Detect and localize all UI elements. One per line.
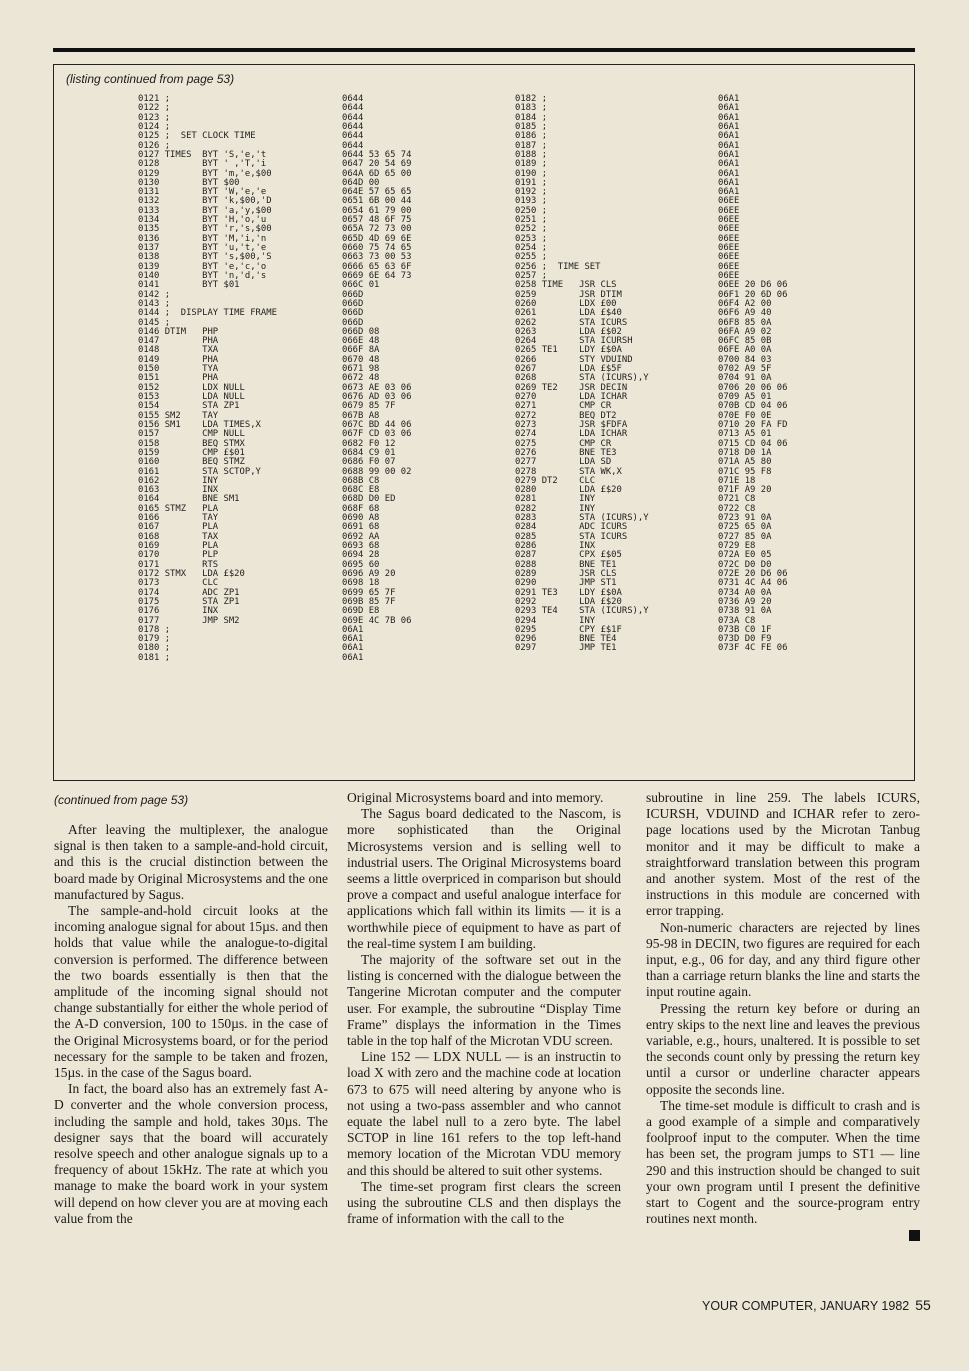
end-of-article-mark [909,1230,920,1241]
paragraph: subroutine in line 259. The labels ICURS, ICURSH, VDUIND and ICHAR refer to zero-page locations used by the Microtan Tanbug monitor and it may be difficult to make a straightforward translation between this program and another system. Most of the rest of the instructions in this module are concerned with error trapping. [646,790,920,919]
article-continued-label: (continued from page 53) [54,793,189,807]
paragraph: The sample-and-hold circuit looks at the incoming analogue signal for about 15µs. and then holds that value while the analogue-to-digital conversion is performed. The difference between the two boards essentially is then that the amplitude of the incoming signal should not change substantially for either the whole period of the A-D conversion, 100 to 150µs. in the case of the Original Microsystems board, or for the period necessary for the sample to be taken and frozen, 15µs. in the case of the Sagus board. [54,903,328,1081]
paragraph: Non-numeric characters are rejected by lines 95-98 in DECIN, two figures are required for each input, e.g., 06 for day, and any third figure other than a carriage return blanks the line and starts the input routine again. [646,919,920,1000]
paragraph: After leaving the multiplexer, the analogue signal is then taken to a sample-and-hold circuit, and this is the crucial distinction between the board made by Original Microsystems and the one manufactured by Sagus. [54,822,328,902]
listing-source-col-2: 0182 ; 0183 ; 0184 ; 0185 ; 0186 ; 0187 ; 0188 ; 0189 ; 0190 ; 0191 ; 0192 ; 0193 ; 0250 ; 0251 ; 0252 ; 0253 ; 0254 ; 0255 ; 0256 ; TIME SET 0257 ; 0258 TIME JSR CLS 0259 JSR DTIM 0260 LDX £00 0261 LDA £$40 0262 STA ICURS 0263 LDA £$02 0264 STA ICURSH 0265 TE1 LDY £$0A 0266 STY VDUIND 0267 LDA £$5F 0268 STA (ICURS),Y 0269 TE2 JSR DECIN 0270 LDA ICHAR 0271 CMP CR 0272 BEQ DT2 0273 JSR $FDFA 0274 LDA ICHAR 0275 CMP CR 0276 BNE TE3 0277 LDA SD 0278 STA WK,X 0279 DT2 CLC 0280 LDA £$20 0281 INY 0282 INY 0283 STA (ICURS),Y 0284 ADC ICURS 0285 STA ICURS 0286 INX 0287 CPX £$05 0288 BNE TE1 0289 JSR CLS 0290 JMP ST1 0291 TE3 LDY £$0A 0292 LDA £$20 0293 TE4 STA (ICURS),Y 0294 INY 0295 CPY £$1F 0296 BNE TE4 0297 JMP TE1 [515,94,649,654]
listing-object-col-2: 06A1 06A1 06A1 06A1 06A1 06A1 06A1 06A1 06A1 06A1 06A1 06EE 06EE 06EE 06EE 06EE 06EE 06EE 06EE 06EE 06EE 20 D6 06 06F1 20 6D 06 06F4 A2 00 06F6 A9 40 06F8 85 0A 06FA A9 02 06FC 85 0B 06FE A0 0A 0700 84 03 0702 A9 5F 0704 91 0A 0706 20 06 06 0709 A5 01 070B CD 04 06 070E F0 0E 0710 20 FA FD 0713 A5 01 0715 CD 04 06 0718 D0 1A 071A A5 80 071C 95 F8 071E 18 071F A9 20 0721 C8 0722 C8 0723 91 0A 0725 65 0A 0727 85 0A 0729 E8 072A E0 05 072C D0 D0 072E 20 D6 06 0731 4C A4 06 0734 A0 0A 0736 A9 20 0738 91 0A 073A C8 073B C0 1F 073D D0 F9 073F 4C FE 06 [718,94,788,654]
article-column-1 [54,822,328,1227]
paragraph: The majority of the software set out in the listing is concerned with the dialogue between the Tangerine Microtan computer and the computer user. For example, the subroutine “Display Time Frame” displays the information in the Times table in the top half of the Microtan VDU screen. [347,952,621,1049]
page-footer [702,1297,931,1313]
listing-source-col-1: 0121 ; 0122 ; 0123 ; 0124 ; 0125 ; SET CLOCK TIME 0126 ; 0127 TIMES BYT 'S,'e,'t 0128 BYT ' ,'T,'i 0129 BYT 'm,'e,$00 0130 BYT $00 0131 BYT 'W,'e,'e 0132 BYT 'k,$00,'D 0133 BYT 'a,'y,$00 0134 BYT 'H,'o,'u 0135 BYT 'r,'s,$00 0136 BYT 'M,'i,'n 0137 BYT 'u,'t,'e 0138 BYT 's,$00,'S 0139 BYT 'e,'c,'o 0140 BYT 'n,'d,'s 0141 BYT $01 0142 ; 0143 ; 0144 ; DISPLAY TIME FRAME 0145 ; 0146 DTIM PHP 0147 PHA 0148 TXA 0149 PHA 0150 TYA 0151 PHA 0152 LDX NULL 0153 LDA NULL 0154 STA ZP1 0155 SM2 TAY 0156 SM1 LDA TIMES,X 0157 CMP NULL 0158 BEQ STMX 0159 CMP £$01 0160 BEQ STMZ 0161 STA SCTOP,Y 0162 INY 0163 INX 0164 BNE SM1 0165 STMZ PLA 0166 TAY 0167 PLA 0168 TAX 0169 PLA 0170 PLP 0171 RTS 0172 STMX LDA £$20 0173 CLC 0174 ADC ZP1 0175 STA ZP1 0176 INX 0177 JMP SM2 0178 ; 0179 ; 0180 ; 0181 ; [138,94,277,663]
top-rule [53,48,915,52]
paragraph: Original Microsystems board and into memory. [347,790,604,805]
paragraph: In fact, the board also has an extremely fast A-D converter and the whole conversion process, including the sample and hold, takes 30µs. The designer says that the board will accurately resolve speech and other analogue signals up to a frequency of about 15kHz. The rate at which you manage to make the board work in your system will depend on how clever you are at moving each value from the [54,1081,328,1226]
paragraph: Pressing the return key before or during an entry skips to the next line and leaves the previous variable, e.g., hours, unaltered. It is possible to set the seconds count only by pressing the return key until a cursor or underline character appears opposite the seconds line. [646,1000,920,1097]
article-column-3 [646,790,920,1241]
paragraph: Line 152 — LDX NULL — is an instructin to load X with zero and the machine code at location 673 to 675 will need altering by anyone who is not using a two-pass assembler and who cannot equate the label null to a zero byte. The label SCTOP in line 161 refers to the top left-hand memory location of the Microtan VDU memory and this should be altered to suit other systems. [347,1049,621,1178]
paragraph: The time-set module is difficult to crash and is a good example of a simple and comparatively foolproof input to the computer. When the time has been set, the program jumps to ST1 — line 290 and this instruction should be changed to suit your own program until I present the definitive start to Cogent and the source-program entry routines next month. [646,1097,920,1227]
article-column-2 [347,790,621,1227]
paragraph: The Sagus board dedicated to the Nascom, is more sophisticated than the Original Microsystems version and is selling well to industrial users. The Original Microsystems board seems a little overpriced in comparison but should prove a compact and useful analogue interface for applications which fall within its limits — it is a worthwhile piece of equipment to have as part of the real-time system I am building. [347,806,621,951]
listing-continued-label: (listing continued from page 53) [66,72,235,86]
magazine-issue: YOUR COMPUTER, JANUARY 1982 [702,1299,910,1313]
paragraph: The time-set program first clears the screen using the subroutine CLS and then displays the frame of information with the call to the [347,1178,621,1227]
page-number: 55 [915,1297,931,1313]
listing-object-col-1: 0644 0644 0644 0644 0644 0644 0644 53 65 74 0647 20 54 69 064A 6D 65 00 064D 00 064E 57 65 65 0651 6B 00 44 0654 61 79 00 0657 48 6F 75 065A 72 73 00 065D 4D 69 6E 0660 75 74 65 0663 73 00 53 0666 65 63 6F 0669 6E 64 73 066C 01 066D 066D 066D 066D 066D 08 066E 48 066F 8A 0670 48 0671 98 0672 48 0673 AE 03 06 0676 AD 03 06 0679 85 7F 067B A8 067C BD 44 06 067F CD 03 06 0682 F0 12 0684 C9 01 0686 F0 07 0688 99 00 02 068B C8 068C E8 068D D0 ED 068F 68 0690 A8 0691 68 0692 AA 0693 68 0694 28 0695 60 0696 A9 20 0698 18 0699 65 7F 069B 85 7F 069D E8 069E 4C 7B 06 06A1 06A1 06A1 06A1 [342,94,412,663]
